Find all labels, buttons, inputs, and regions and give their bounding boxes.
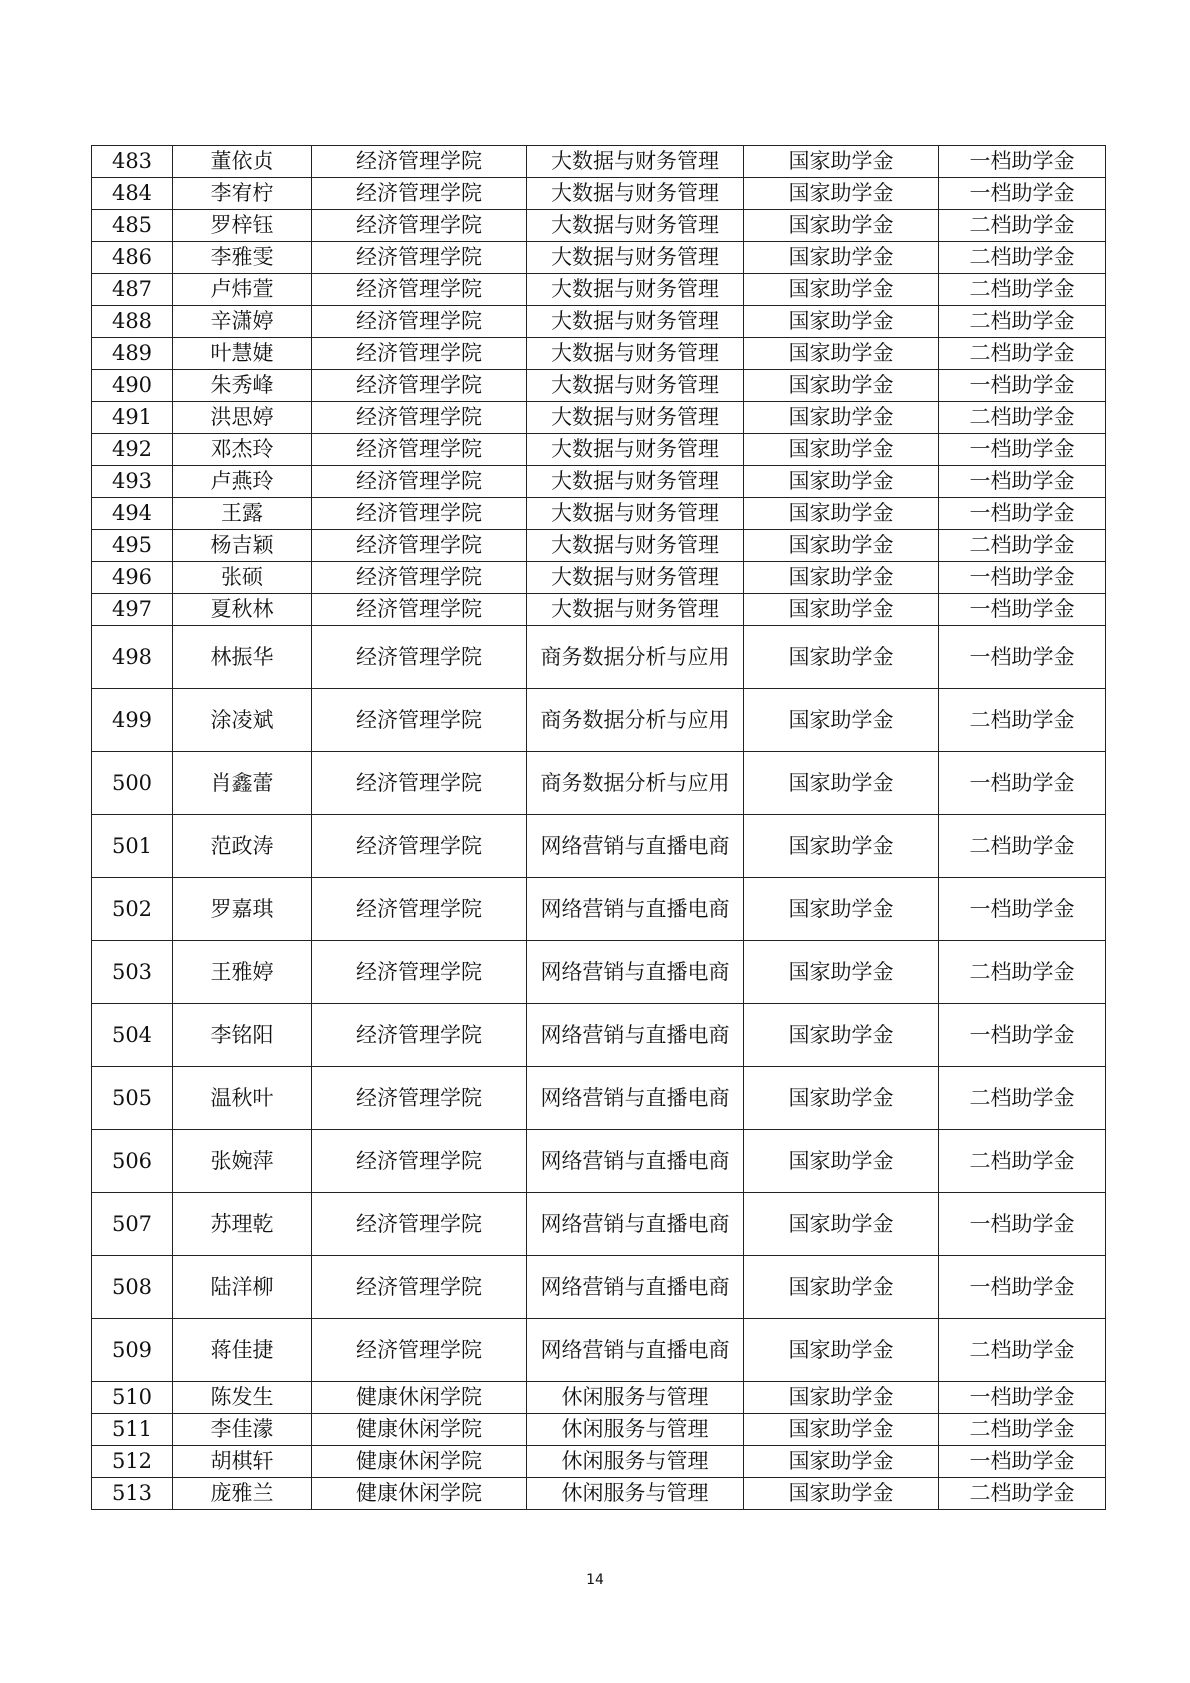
cell-name: 胡棋轩	[173, 1446, 312, 1478]
table-row	[92, 626, 1106, 689]
cell-aid-type: 国家助学金	[744, 1382, 939, 1414]
cell-aid-type: 国家助学金	[744, 1446, 939, 1478]
cell-aid-level: 二档助学金	[939, 338, 1106, 370]
cell-college: 经济管理学院	[312, 370, 527, 402]
table-row	[92, 562, 1106, 594]
cell-major: 网络营销与直播电商	[527, 815, 744, 878]
table-row	[92, 1446, 1106, 1478]
cell-major: 大数据与财务管理	[527, 146, 744, 178]
cell-name: 蒋佳捷	[173, 1319, 312, 1382]
cell-college: 经济管理学院	[312, 210, 527, 242]
cell-aid-level: 一档助学金	[939, 1004, 1106, 1067]
cell-aid-level: 二档助学金	[939, 274, 1106, 306]
cell-major: 大数据与财务管理	[527, 370, 744, 402]
cell-aid-type: 国家助学金	[744, 1130, 939, 1193]
cell-major: 休闲服务与管理	[527, 1478, 744, 1510]
cell-number: 487	[92, 274, 173, 306]
table-row	[92, 1382, 1106, 1414]
table-row	[92, 1193, 1106, 1256]
cell-college: 经济管理学院	[312, 466, 527, 498]
table-row	[92, 466, 1106, 498]
cell-name: 范政涛	[173, 815, 312, 878]
cell-major: 网络营销与直播电商	[527, 1319, 744, 1382]
cell-major: 大数据与财务管理	[527, 242, 744, 274]
cell-college: 经济管理学院	[312, 402, 527, 434]
cell-number: 510	[92, 1382, 173, 1414]
cell-number: 491	[92, 402, 173, 434]
cell-number: 496	[92, 562, 173, 594]
cell-college: 经济管理学院	[312, 941, 527, 1004]
cell-name: 肖鑫蕾	[173, 752, 312, 815]
cell-aid-level: 一档助学金	[939, 466, 1106, 498]
cell-college: 经济管理学院	[312, 242, 527, 274]
cell-aid-type: 国家助学金	[744, 815, 939, 878]
cell-major: 休闲服务与管理	[527, 1382, 744, 1414]
cell-number: 502	[92, 878, 173, 941]
cell-name: 洪思婷	[173, 402, 312, 434]
cell-aid-level: 二档助学金	[939, 815, 1106, 878]
cell-number: 499	[92, 689, 173, 752]
table-row	[92, 815, 1106, 878]
table-row	[92, 1130, 1106, 1193]
cell-name: 卢炜萱	[173, 274, 312, 306]
table-row	[92, 338, 1106, 370]
cell-college: 经济管理学院	[312, 274, 527, 306]
table-row	[92, 1004, 1106, 1067]
cell-name: 张婉萍	[173, 1130, 312, 1193]
cell-name: 卢燕玲	[173, 466, 312, 498]
cell-college: 经济管理学院	[312, 306, 527, 338]
cell-aid-level: 一档助学金	[939, 146, 1106, 178]
cell-name: 朱秀峰	[173, 370, 312, 402]
cell-aid-level: 二档助学金	[939, 1478, 1106, 1510]
table-row	[92, 594, 1106, 626]
table-row	[92, 434, 1106, 466]
cell-name: 邓杰玲	[173, 434, 312, 466]
cell-aid-level: 一档助学金	[939, 878, 1106, 941]
table-row	[92, 306, 1106, 338]
cell-major: 大数据与财务管理	[527, 498, 744, 530]
table-row	[92, 498, 1106, 530]
cell-aid-type: 国家助学金	[744, 878, 939, 941]
cell-number: 492	[92, 434, 173, 466]
cell-number: 488	[92, 306, 173, 338]
cell-aid-level: 一档助学金	[939, 1382, 1106, 1414]
cell-aid-type: 国家助学金	[744, 1067, 939, 1130]
cell-name: 李雅雯	[173, 242, 312, 274]
cell-number: 493	[92, 466, 173, 498]
cell-aid-type: 国家助学金	[744, 941, 939, 1004]
cell-college: 经济管理学院	[312, 815, 527, 878]
cell-college: 经济管理学院	[312, 878, 527, 941]
cell-number: 495	[92, 530, 173, 562]
table-row	[92, 878, 1106, 941]
cell-aid-level: 一档助学金	[939, 594, 1106, 626]
cell-number: 511	[92, 1414, 173, 1446]
cell-college: 经济管理学院	[312, 594, 527, 626]
cell-number: 501	[92, 815, 173, 878]
cell-college: 经济管理学院	[312, 626, 527, 689]
cell-number: 504	[92, 1004, 173, 1067]
cell-number: 513	[92, 1478, 173, 1510]
cell-aid-level: 一档助学金	[939, 370, 1106, 402]
cell-aid-level: 二档助学金	[939, 210, 1106, 242]
cell-aid-type: 国家助学金	[744, 178, 939, 210]
cell-name: 罗嘉琪	[173, 878, 312, 941]
cell-aid-type: 国家助学金	[744, 210, 939, 242]
cell-aid-level: 一档助学金	[939, 1193, 1106, 1256]
cell-major: 休闲服务与管理	[527, 1446, 744, 1478]
cell-college: 健康休闲学院	[312, 1446, 527, 1478]
table-row	[92, 1478, 1106, 1510]
cell-college: 经济管理学院	[312, 530, 527, 562]
cell-aid-type: 国家助学金	[744, 338, 939, 370]
cell-major: 大数据与财务管理	[527, 338, 744, 370]
cell-major: 网络营销与直播电商	[527, 941, 744, 1004]
cell-name: 董依贞	[173, 146, 312, 178]
cell-college: 经济管理学院	[312, 562, 527, 594]
cell-aid-type: 国家助学金	[744, 1004, 939, 1067]
cell-college: 经济管理学院	[312, 178, 527, 210]
cell-major: 大数据与财务管理	[527, 306, 744, 338]
cell-aid-type: 国家助学金	[744, 530, 939, 562]
cell-aid-level: 一档助学金	[939, 1256, 1106, 1319]
cell-major: 大数据与财务管理	[527, 402, 744, 434]
cell-aid-level: 一档助学金	[939, 434, 1106, 466]
cell-aid-level: 一档助学金	[939, 562, 1106, 594]
cell-major: 网络营销与直播电商	[527, 1193, 744, 1256]
cell-college: 健康休闲学院	[312, 1382, 527, 1414]
table-row	[92, 1256, 1106, 1319]
cell-college: 经济管理学院	[312, 498, 527, 530]
cell-number: 509	[92, 1319, 173, 1382]
table-row	[92, 1067, 1106, 1130]
cell-major: 大数据与财务管理	[527, 434, 744, 466]
cell-number: 484	[92, 178, 173, 210]
cell-college: 经济管理学院	[312, 689, 527, 752]
cell-number: 483	[92, 146, 173, 178]
cell-major: 大数据与财务管理	[527, 466, 744, 498]
cell-major: 网络营销与直播电商	[527, 878, 744, 941]
cell-major: 大数据与财务管理	[527, 562, 744, 594]
cell-name: 苏理乾	[173, 1193, 312, 1256]
cell-college: 经济管理学院	[312, 146, 527, 178]
page-number: 14	[586, 1572, 604, 1588]
cell-college: 经济管理学院	[312, 1193, 527, 1256]
cell-aid-type: 国家助学金	[744, 626, 939, 689]
cell-name: 夏秋林	[173, 594, 312, 626]
cell-name: 陈发生	[173, 1382, 312, 1414]
cell-major: 商务数据分析与应用	[527, 752, 744, 815]
cell-name: 李佳濛	[173, 1414, 312, 1446]
cell-aid-level: 二档助学金	[939, 1319, 1106, 1382]
cell-number: 500	[92, 752, 173, 815]
cell-name: 王雅婷	[173, 941, 312, 1004]
cell-aid-type: 国家助学金	[744, 689, 939, 752]
cell-aid-level: 二档助学金	[939, 941, 1106, 1004]
cell-major: 商务数据分析与应用	[527, 626, 744, 689]
cell-college: 经济管理学院	[312, 338, 527, 370]
cell-major: 大数据与财务管理	[527, 594, 744, 626]
cell-name: 庞雅兰	[173, 1478, 312, 1510]
table-row	[92, 210, 1106, 242]
table-row	[92, 178, 1106, 210]
cell-aid-type: 国家助学金	[744, 1478, 939, 1510]
table-row	[92, 530, 1106, 562]
cell-aid-type: 国家助学金	[744, 562, 939, 594]
cell-number: 489	[92, 338, 173, 370]
cell-number: 503	[92, 941, 173, 1004]
cell-name: 罗梓钰	[173, 210, 312, 242]
cell-number: 497	[92, 594, 173, 626]
cell-aid-type: 国家助学金	[744, 1414, 939, 1446]
cell-major: 大数据与财务管理	[527, 530, 744, 562]
cell-major: 网络营销与直播电商	[527, 1130, 744, 1193]
cell-college: 经济管理学院	[312, 1067, 527, 1130]
cell-college: 健康休闲学院	[312, 1478, 527, 1510]
table-row	[92, 1319, 1106, 1382]
cell-major: 大数据与财务管理	[527, 178, 744, 210]
cell-number: 494	[92, 498, 173, 530]
cell-number: 490	[92, 370, 173, 402]
cell-name: 辛潇婷	[173, 306, 312, 338]
cell-name: 涂凌斌	[173, 689, 312, 752]
cell-number: 498	[92, 626, 173, 689]
cell-aid-type: 国家助学金	[744, 1319, 939, 1382]
cell-number: 512	[92, 1446, 173, 1478]
table-row	[92, 1414, 1106, 1446]
cell-aid-type: 国家助学金	[744, 752, 939, 815]
cell-major: 网络营销与直播电商	[527, 1004, 744, 1067]
cell-name: 叶慧婕	[173, 338, 312, 370]
table-row	[92, 402, 1106, 434]
table-row	[92, 370, 1106, 402]
cell-college: 经济管理学院	[312, 1004, 527, 1067]
cell-major: 网络营销与直播电商	[527, 1067, 744, 1130]
cell-number: 508	[92, 1256, 173, 1319]
cell-aid-level: 二档助学金	[939, 1414, 1106, 1446]
cell-name: 李铭阳	[173, 1004, 312, 1067]
cell-aid-level: 一档助学金	[939, 498, 1106, 530]
cell-aid-type: 国家助学金	[744, 1193, 939, 1256]
cell-college: 经济管理学院	[312, 434, 527, 466]
cell-aid-level: 一档助学金	[939, 1446, 1106, 1478]
table-row	[92, 146, 1106, 178]
cell-name: 张硕	[173, 562, 312, 594]
cell-major: 休闲服务与管理	[527, 1414, 744, 1446]
cell-aid-type: 国家助学金	[744, 434, 939, 466]
cell-name: 王露	[173, 498, 312, 530]
cell-aid-level: 二档助学金	[939, 689, 1106, 752]
cell-aid-type: 国家助学金	[744, 402, 939, 434]
cell-aid-type: 国家助学金	[744, 1256, 939, 1319]
cell-college: 经济管理学院	[312, 752, 527, 815]
cell-major: 大数据与财务管理	[527, 274, 744, 306]
cell-aid-type: 国家助学金	[744, 370, 939, 402]
cell-number: 485	[92, 210, 173, 242]
table-row	[92, 242, 1106, 274]
cell-major: 商务数据分析与应用	[527, 689, 744, 752]
table-row	[92, 689, 1106, 752]
cell-aid-type: 国家助学金	[744, 498, 939, 530]
cell-college: 经济管理学院	[312, 1319, 527, 1382]
cell-number: 507	[92, 1193, 173, 1256]
cell-aid-level: 二档助学金	[939, 1067, 1106, 1130]
cell-college: 经济管理学院	[312, 1130, 527, 1193]
cell-aid-level: 二档助学金	[939, 242, 1106, 274]
table-row	[92, 941, 1106, 1004]
cell-college: 经济管理学院	[312, 1256, 527, 1319]
cell-aid-type: 国家助学金	[744, 306, 939, 338]
cell-number: 506	[92, 1130, 173, 1193]
cell-aid-type: 国家助学金	[744, 242, 939, 274]
cell-aid-level: 二档助学金	[939, 402, 1106, 434]
table-row	[92, 274, 1106, 306]
cell-name: 林振华	[173, 626, 312, 689]
cell-aid-type: 国家助学金	[744, 594, 939, 626]
table-row	[92, 752, 1106, 815]
table-body	[92, 146, 1106, 1510]
cell-aid-level: 一档助学金	[939, 626, 1106, 689]
cell-aid-type: 国家助学金	[744, 466, 939, 498]
cell-major: 大数据与财务管理	[527, 210, 744, 242]
cell-name: 温秋叶	[173, 1067, 312, 1130]
cell-name: 李宥柠	[173, 178, 312, 210]
cell-aid-level: 二档助学金	[939, 530, 1106, 562]
cell-number: 486	[92, 242, 173, 274]
cell-aid-type: 国家助学金	[744, 274, 939, 306]
cell-name: 陆洋柳	[173, 1256, 312, 1319]
cell-aid-type: 国家助学金	[744, 146, 939, 178]
cell-aid-level: 一档助学金	[939, 178, 1106, 210]
cell-name: 杨吉颖	[173, 530, 312, 562]
cell-aid-level: 二档助学金	[939, 306, 1106, 338]
cell-aid-level: 二档助学金	[939, 1130, 1106, 1193]
cell-number: 505	[92, 1067, 173, 1130]
cell-college: 健康休闲学院	[312, 1414, 527, 1446]
cell-major: 网络营销与直播电商	[527, 1256, 744, 1319]
cell-aid-level: 一档助学金	[939, 752, 1106, 815]
scholarship-table	[91, 145, 1106, 1510]
